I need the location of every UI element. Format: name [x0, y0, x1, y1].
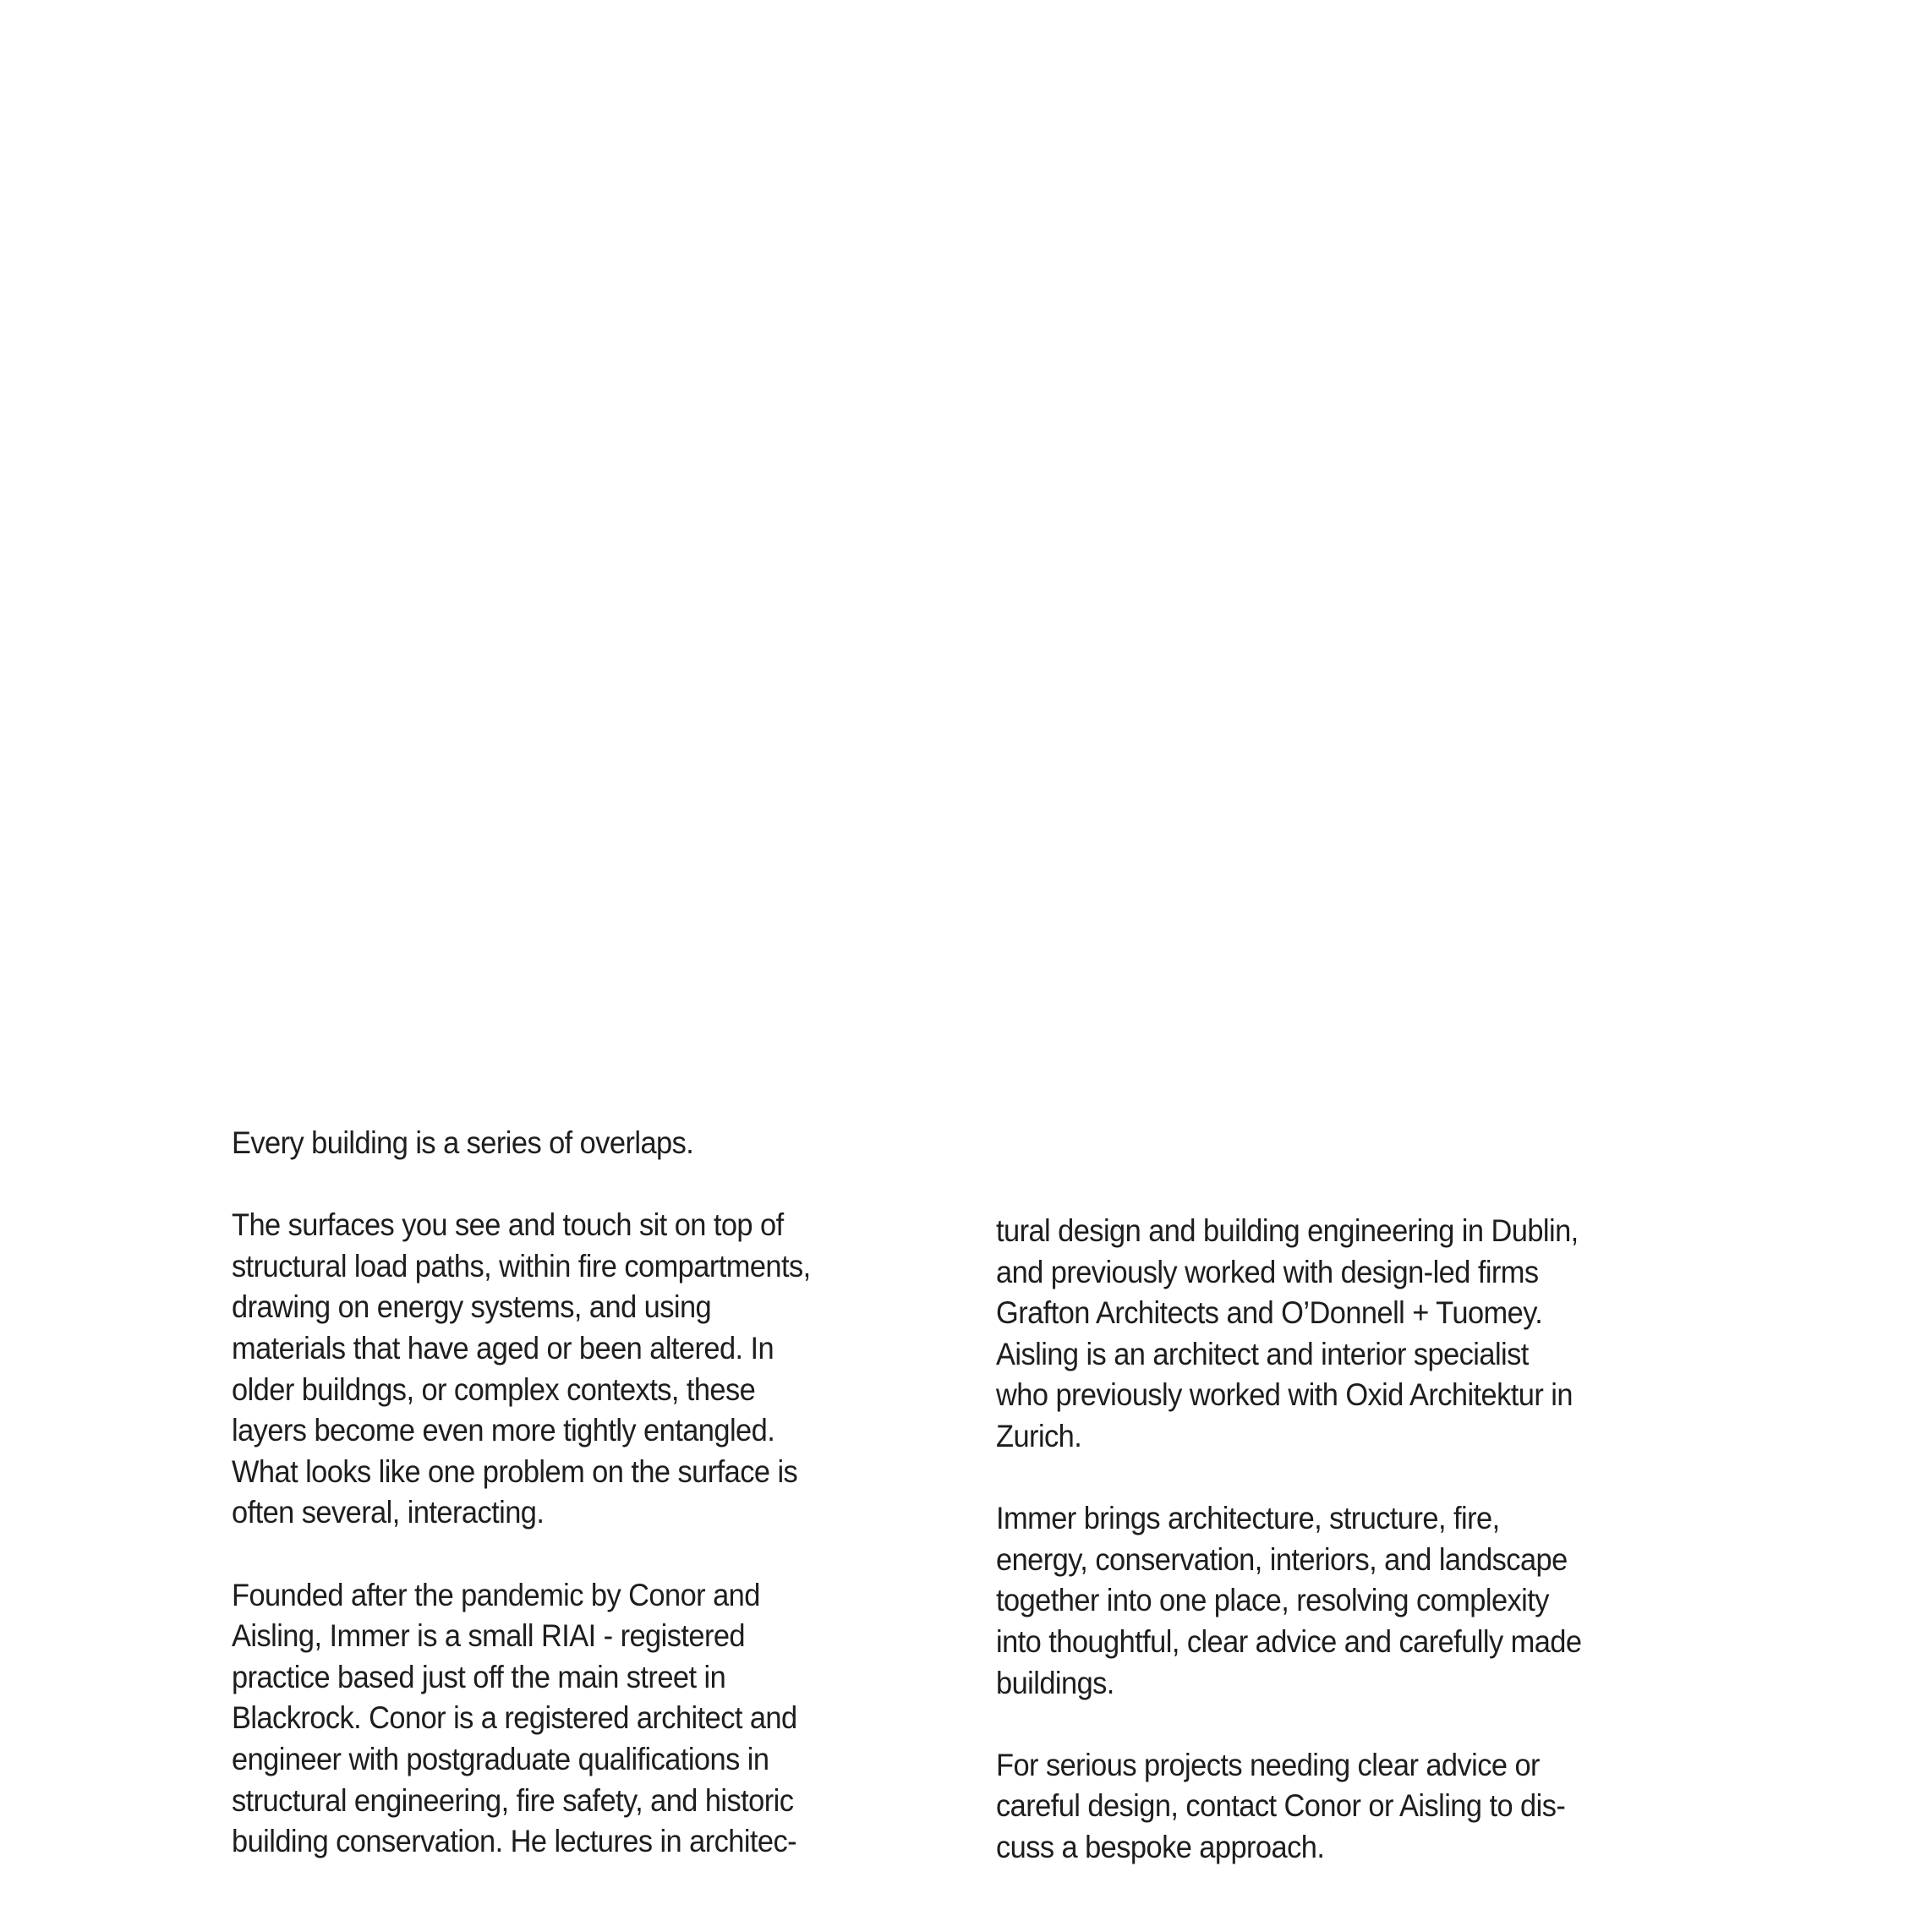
- paragraph-overlaps: [232, 1205, 959, 1534]
- text-line: often several, interacting.: [232, 1495, 545, 1530]
- text-line: together into one place, resolving complexity: [996, 1583, 1549, 1618]
- paragraph-contact: [996, 1745, 1723, 1869]
- paragraph-founders: [232, 1575, 959, 1863]
- text-line: The surfaces you see and touch sit on top of: [232, 1207, 784, 1243]
- text-line: older buildngs, or complex contexts, these: [232, 1371, 756, 1407]
- paragraph-spacer: [996, 1704, 1723, 1745]
- paragraph-spacer: [232, 1164, 959, 1206]
- text-line: For serious projects needing clear advice or: [996, 1747, 1540, 1782]
- text-line: Immer brings architecture, structure, fire,: [996, 1501, 1500, 1536]
- text-line: and previously worked with design-led firms: [996, 1254, 1539, 1289]
- left-text-column: [232, 1123, 959, 1863]
- text-line: cuss a bespoke approach.: [996, 1829, 1325, 1864]
- text-line: who previously worked with Oxid Architektur in: [996, 1377, 1573, 1413]
- text-line: buildings.: [996, 1665, 1114, 1700]
- text-line: building conservation. He lectures in architec-: [232, 1824, 797, 1859]
- text-line: tural design and building engineering in Dublin,: [996, 1213, 1579, 1248]
- text-line: engineer with postgraduate qualifications in: [232, 1741, 769, 1776]
- text-line: Founded after the pandemic by Conor and: [232, 1577, 760, 1612]
- paragraph-services: [996, 1498, 1723, 1704]
- text-line: Zurich.: [996, 1418, 1082, 1453]
- right-text-column: [996, 1211, 1723, 1869]
- text-line: layers become even more tightly entangled.: [232, 1413, 775, 1448]
- paragraph-spacer: [996, 1458, 1723, 1499]
- intro-heading: [232, 1123, 959, 1164]
- text-line: materials that have aged or been altered. In: [232, 1330, 774, 1366]
- text-line: practice based just off the main street in: [232, 1659, 726, 1694]
- text-line: Grafton Architects and O’Donnell + Tuomey.: [996, 1295, 1543, 1331]
- text-line: Aisling is an architect and interior specialist: [996, 1336, 1529, 1371]
- text-line: structural load paths, within fire compartments,: [232, 1248, 811, 1283]
- text-line: energy, conservation, interiors, and landscape: [996, 1541, 1568, 1577]
- text-line: structural engineering, fire safety, and historic: [232, 1782, 794, 1818]
- paragraph-founders-continued: [996, 1211, 1723, 1458]
- text-line: drawing on energy systems, and using: [232, 1289, 712, 1325]
- text-line: Blackrock. Conor is a registered architect and: [232, 1700, 797, 1736]
- text-line: Aisling, Immer is a small RIAI - registered: [232, 1618, 746, 1654]
- text-line: careful design, contact Conor or Aisling to dis-: [996, 1788, 1566, 1824]
- text-line: into thoughtful, clear advice and carefully made: [996, 1623, 1582, 1659]
- text-line: Every building is a series of overlaps.: [232, 1125, 694, 1160]
- text-line: What looks like one problem on the surface is: [232, 1453, 798, 1489]
- paragraph-spacer: [232, 1534, 959, 1575]
